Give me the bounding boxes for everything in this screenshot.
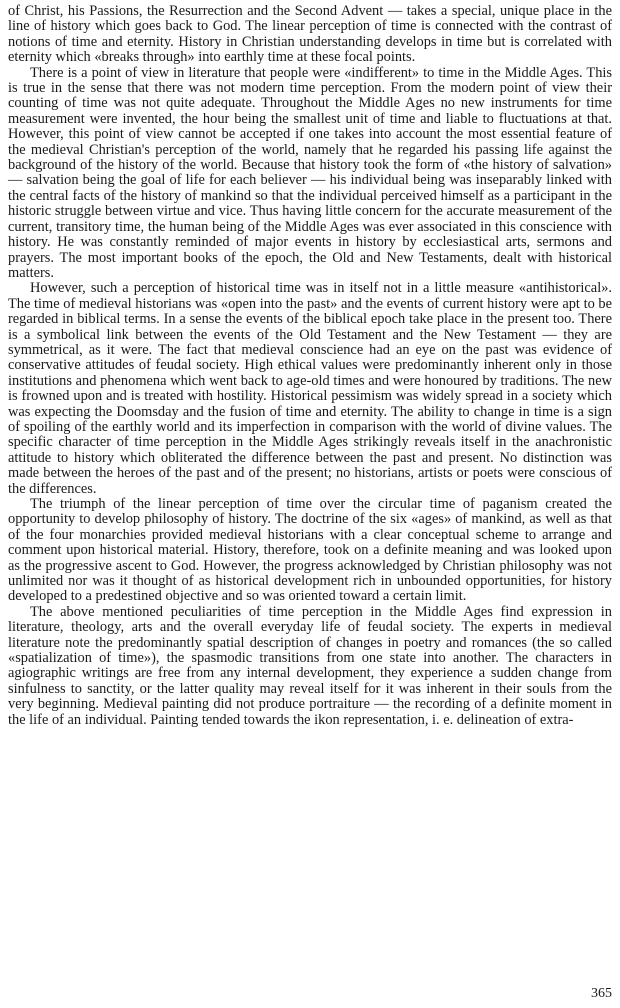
paragraph-indifferent-to-time: There is a point of view in literature that people were «indifferent» to time in the Middle Ages. This is true in the sense that there was not modern time perception. From the modern point of view their counting of time was not quite adequate. Throughout the Middle Ages no new instruments for time measurement were invented, the hour being the smallest unit of time and liable to fluctuations at that. However, this point of view cannot be accepted if one takes into account the most essential feature of the medieval Christian's perception of the world, namely that he regarded his passing life against the background of the history of the world. Because that history took the form of «the history of salvation» — salvation being the goal of life for each believer — his individual being was inseparably linked with the central facts of the history of mankind so that the individual perceived himself as a participant in the historic struggle between virtue and vice. Thus having little concern for the accurate measurement of the current, transitory time, the human being of the Middle Ages was ever associated in this conscience with history. He was constantly reminded of major events in history by ecclesiastical arts, sermons and prayers. The most important books of the epoch, the Old and New Testaments, dealt with historical matters.: [8, 64, 612, 281]
body-text: [8, 4, 612, 728]
paragraph-linear-perception: The triumph of the linear perception of time over the circular time of paganism created the opportunity to develop philosophy of history. The doctrine of the six «ages» of mankind, as well as that of the four monarchies provided medieval historians with a clear conceptual scheme to arrange and comment upon historical material. History, therefore, took on a definite meaning and was looked upon as the progressive ascent to God. However, the progress acknowledged by Christian philosophy was not unlimited nor was it thought of as historical development rich in unbounded opportunities, for history developed to a predestined objective and so was oriented toward a certain limit.: [8, 496, 612, 605]
paragraph-continuation: of Christ, his Passions, the Resurrection and the Second Advent — takes a special, unique place in the line of history which goes back to God. The linear perception of time is connected with the contrast of notions of time and eternity. History in Christian understanding develops in time but is correlated with eternity which «breaks through» into earthly time at these focal points.: [8, 3, 612, 66]
paragraph-peculiarities: The above mentioned peculiarities of time perception in the Middle Ages find expression in literature, theology, arts and the overall everyday life of feudal society. The experts in medieval literature note the predominantly spatial description of changes in poetry and romances (the so called «spatialization of time»), the spasmodic transitions from one state into another. The characters in agiographic writings are free from any internal development, they experience a sudden change from sinfulness to sanctity, or the latter quality may reveal itself for it was inherent in their souls from the very beginning. Medieval painting did not produce portraiture — the recording of a definite moment in the life of an individual. Painting tended towards the ikon representation, i. e. delineation of extra-: [8, 603, 612, 728]
paragraph-antihistorical: However, such a perception of historical time was in itself not in a little measure «antihistorical». The time of medieval historians was «open into the past» and the events of current history were apt to be regarded in biblical terms. In a sense the events of the biblical epoch take place in the present too. There is a symbolical link between the events of the Old Testament and the New Testament — they are symmetrical, as it were. The fact that medieval conscience had an eye on the past was evidence of conservative attitudes of feudal society. High ethical values were predominantly inherent only in those institutions and phenomena which went back to age-old times and were honoured by traditions. The new is frowned upon and is treated with hostility. Historical pessimism was widely spread in a society which was expecting the Doomsday and the fusion of time and eternity. The ability to change in time is a sign of spoiling of the earthly world and its imperfection in comparison with the world of divine values. The specific character of time perception in the Middle Ages strikingly reveals itself in the anachronistic attitude to history which obliterated the difference between the past and present. No distinction was made between the heroes of the past and of the present; no historians, artists or poets were conscious of the differences.: [8, 280, 612, 497]
page-number: 365: [591, 986, 612, 1001]
